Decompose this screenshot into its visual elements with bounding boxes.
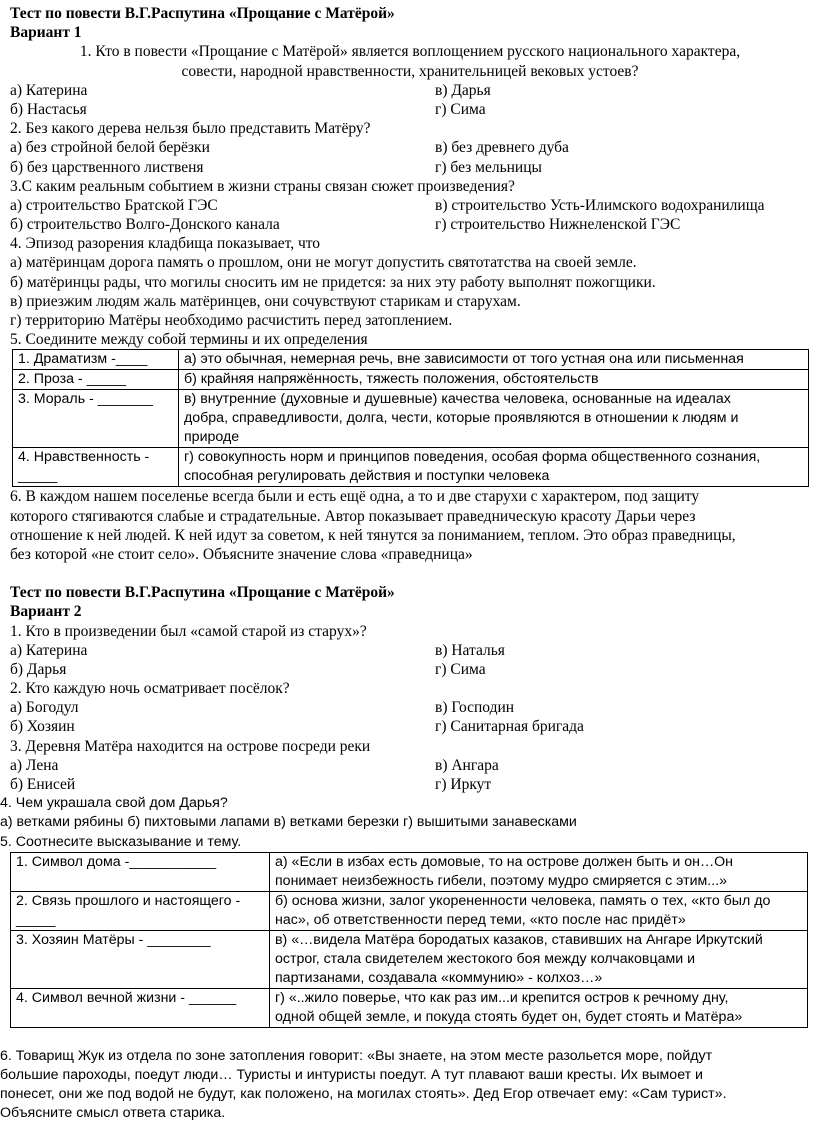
definition-cell (179, 350, 809, 370)
answer-option: г) территорию Матёры необходимо расчистить перед затоплением. (10, 312, 453, 329)
answer-option: в) Господин (435, 699, 515, 717)
question-text: большие пароходы, поедут люди… Туристы и интуристы поедут. А тут плавают ваши кресты. Их вымоет и (0, 1066, 703, 1083)
term-text: 3. Мораль - _______ (18, 391, 153, 408)
answer-option: б) матёринцы рады, что могилы сносить им не придется: за них эту работу выполнят пожогщики. (10, 273, 656, 291)
question-text: 5. Соотнесите высказывание и тему. (0, 833, 242, 850)
definition-text: острог, стала свидетелем жестокого боя между колчаковцами и (275, 950, 696, 967)
table-row (13, 390, 809, 448)
answer-row (10, 100, 810, 119)
definition-text: одной общей земле, и покуда стоять будет он, будет стоять и Матёра» (275, 1008, 743, 1025)
question-text: совести, народной нравственности, хранительницей вековых устоев? (181, 62, 639, 80)
definition-cell (179, 370, 809, 390)
term-cell (11, 930, 270, 988)
definition-text: г) «..жило поверье, что как раз им...и крепится остров к речному дну, (275, 989, 729, 1006)
term-text: _____ (18, 468, 58, 485)
matching-table-v2 (10, 852, 808, 1028)
question-text: 5. Соедините между собой термины и их определения (10, 331, 368, 349)
answer-row (10, 158, 810, 177)
answer-option: в) Дарья (435, 81, 491, 99)
answer-option: а) матёринцам дорога память о прошлом, они не могут допустить святотатства на своей земле. (10, 254, 637, 272)
document-page (0, 4, 810, 1124)
term-cell (13, 350, 179, 370)
definition-text: добра, справедливости, долга, чести, которые проявляются в отношении к людям и (184, 410, 739, 427)
answer-option: б) строительство Волго-Донского канала (10, 216, 280, 234)
test-title-v2: Тест по повести В.Г.Распутина «Прощание с Матёрой» (10, 584, 395, 602)
matching-table-v1 (12, 349, 809, 487)
definition-text: нас», об ответственности перед теми, «кто после нас придёт» (275, 911, 686, 928)
answer-option: в) приезжим людям жаль матёринцев, они сочувствуют старикам и старухам. (10, 292, 521, 310)
table-row (13, 350, 809, 370)
definition-text: способная регулировать действия и поступки человека (184, 468, 550, 485)
section-spacer (10, 564, 810, 583)
answer-option: а) без стройной белой берёзки (10, 139, 210, 157)
term-cell (13, 448, 179, 487)
term-cell (13, 370, 179, 390)
answer-option: в) Ангара (435, 756, 499, 774)
table-row (13, 370, 809, 390)
definition-text: г) совокупность норм и принципов поведения, особая форма общественного сознания, (184, 449, 761, 466)
answer-option: г) Сима (435, 100, 486, 118)
answer-option: б) без царственного лиственя (10, 158, 204, 176)
definition-text: партизанами, создавала «коммунию» - колхоз…» (275, 969, 603, 986)
question-text: 6. Товарищ Жук из отдела по зоне затопления говорит: «Вы знаете, на этом месте разольется море, пойдут (0, 1047, 713, 1064)
definition-text: а) это обычная, немерная речь, вне зависимости от того устная она или письменная (184, 351, 744, 368)
variant-heading-v1: Вариант 1 (10, 24, 82, 42)
definition-cell (270, 891, 808, 930)
question-text: 1. Кто в повести «Прощание с Матёрой» является воплощением русского национального характера, (79, 43, 741, 61)
question-text: без которой «не стоит село». Объясните значение слова «праведница» (10, 545, 473, 563)
question-text: 4. Чем украшала свой дом Дарья? (0, 795, 228, 812)
table-row (13, 448, 809, 487)
term-text: 4. Символ вечной жизни - ______ (16, 989, 237, 1006)
term-text: 4. Нравственность - (18, 449, 150, 466)
answer-option: г) Иркут (435, 776, 492, 793)
answer-row (10, 660, 810, 679)
definition-cell (270, 930, 808, 988)
answer-option: а) Катерина (10, 81, 88, 99)
question-text: Объясните смысл ответа старика. (0, 1105, 226, 1122)
question-text: отношение к ней людей. К ней идут за советом, к ней тянутся за пониманием, теплом. Это образ праведницы, (10, 526, 736, 544)
answer-option: г) Санитарная бригада (435, 718, 584, 736)
term-text: _____ (16, 911, 56, 928)
answer-row (10, 775, 810, 794)
term-cell (11, 891, 270, 930)
definition-text: б) крайняя напряжённость, тяжесть положения, обстоятельств (184, 371, 599, 388)
term-text: 2. Проза - _____ (18, 371, 127, 388)
term-cell (11, 988, 270, 1027)
question-text: 3.С каким реальным событием в жизни страны связан сюжет произведения? (10, 177, 515, 195)
answer-option: а) Лена (10, 756, 59, 774)
term-text: 2. Связь прошлого и настоящего - (16, 892, 241, 909)
definition-text: а) «Если в избах есть домовые, то на острове должен быть и он…Он (275, 853, 734, 870)
variant-heading-v2: Вариант 2 (10, 603, 82, 621)
answer-option: г) строительство Нижнеленской ГЭС (435, 216, 681, 234)
answer-option: в) строительство Усть-Илимского водохранилища (435, 196, 765, 214)
answer-row (10, 196, 810, 215)
question-text: 1. Кто в произведении был «самой старой из старух»? (10, 622, 367, 640)
answer-option: а) строительство Братской ГЭС (10, 196, 218, 214)
answer-option: б) Хозяин (10, 718, 75, 736)
answer-option: а) Катерина (10, 641, 88, 659)
answer-row (10, 215, 810, 234)
answer-options-line: а) ветками рябины б) пихтовыми лапами в) ветками березки г) вышитыми занавесками (0, 814, 577, 831)
answer-option: б) Настасья (10, 100, 87, 118)
term-text: 3. Хозяин Матёры - ________ (16, 931, 211, 948)
answer-option: в) без древнего дуба (435, 139, 569, 157)
definition-text: в) «…видела Матёра бородатых казаков, ставивших на Ангаре Иркутский (275, 931, 763, 948)
definition-cell (270, 988, 808, 1027)
answer-row (10, 138, 810, 157)
answer-option: г) Сима (435, 660, 486, 678)
definition-cell (270, 852, 808, 891)
answer-option: в) Наталья (435, 641, 505, 659)
term-text: 1. Драматизм -____ (18, 351, 148, 368)
table-row (11, 891, 808, 930)
question-text: 3. Деревня Матёра находится на острове посреди реки (10, 737, 371, 755)
definition-text: б) основа жизни, залог укорененности человека, память о тех, «кто был до (275, 892, 771, 909)
answer-option: г) без мельницы (435, 158, 542, 176)
answer-row (10, 698, 810, 717)
term-text: 1. Символ дома -___________ (16, 853, 217, 870)
table-row (11, 852, 808, 891)
answer-row (10, 641, 810, 660)
definition-text: понимает неизбежность гибели, поэтому мудро смиряется с этим...» (275, 872, 727, 889)
term-cell (11, 852, 270, 891)
answer-option: б) Дарья (10, 660, 67, 678)
section-spacer (10, 1028, 810, 1047)
question-text: понесет, они же под водой не будут, как положено, на могилах стоять». Дед Егор отвечает ему: «Сам турист». (0, 1086, 727, 1103)
answer-row (10, 756, 810, 775)
definition-cell (179, 448, 809, 487)
question-text: 2. Кто каждую ночь осматривает посёлок? (10, 680, 290, 698)
answer-row (10, 717, 810, 736)
test-title-v1: Тест по повести В.Г.Распутина «Прощание с Матёрой» (10, 5, 395, 22)
definition-text: природе (184, 429, 240, 446)
answer-option: а) Богодул (10, 699, 79, 717)
table-row (11, 988, 808, 1027)
table-row (11, 930, 808, 988)
question-text: 6. В каждом нашем поселенье всегда были и есть ещё одна, а то и две старухи с характером, под защиту (10, 488, 700, 506)
term-cell (13, 390, 179, 448)
answer-row (10, 81, 810, 100)
definition-text: в) внутренние (духовные и душевные) качества человека, основанные на идеалах (184, 391, 731, 408)
question-text: 2. Без какого дерева нельзя было представить Матёру? (10, 120, 371, 138)
answer-option: б) Енисей (10, 776, 76, 793)
definition-cell (179, 390, 809, 448)
question-text: 4. Эпизод разорения кладбища показывает, что (10, 235, 321, 253)
question-text: которого стягиваются слабые и страдательные. Автор показывает праведническую красоту Дарьи через (10, 507, 696, 525)
